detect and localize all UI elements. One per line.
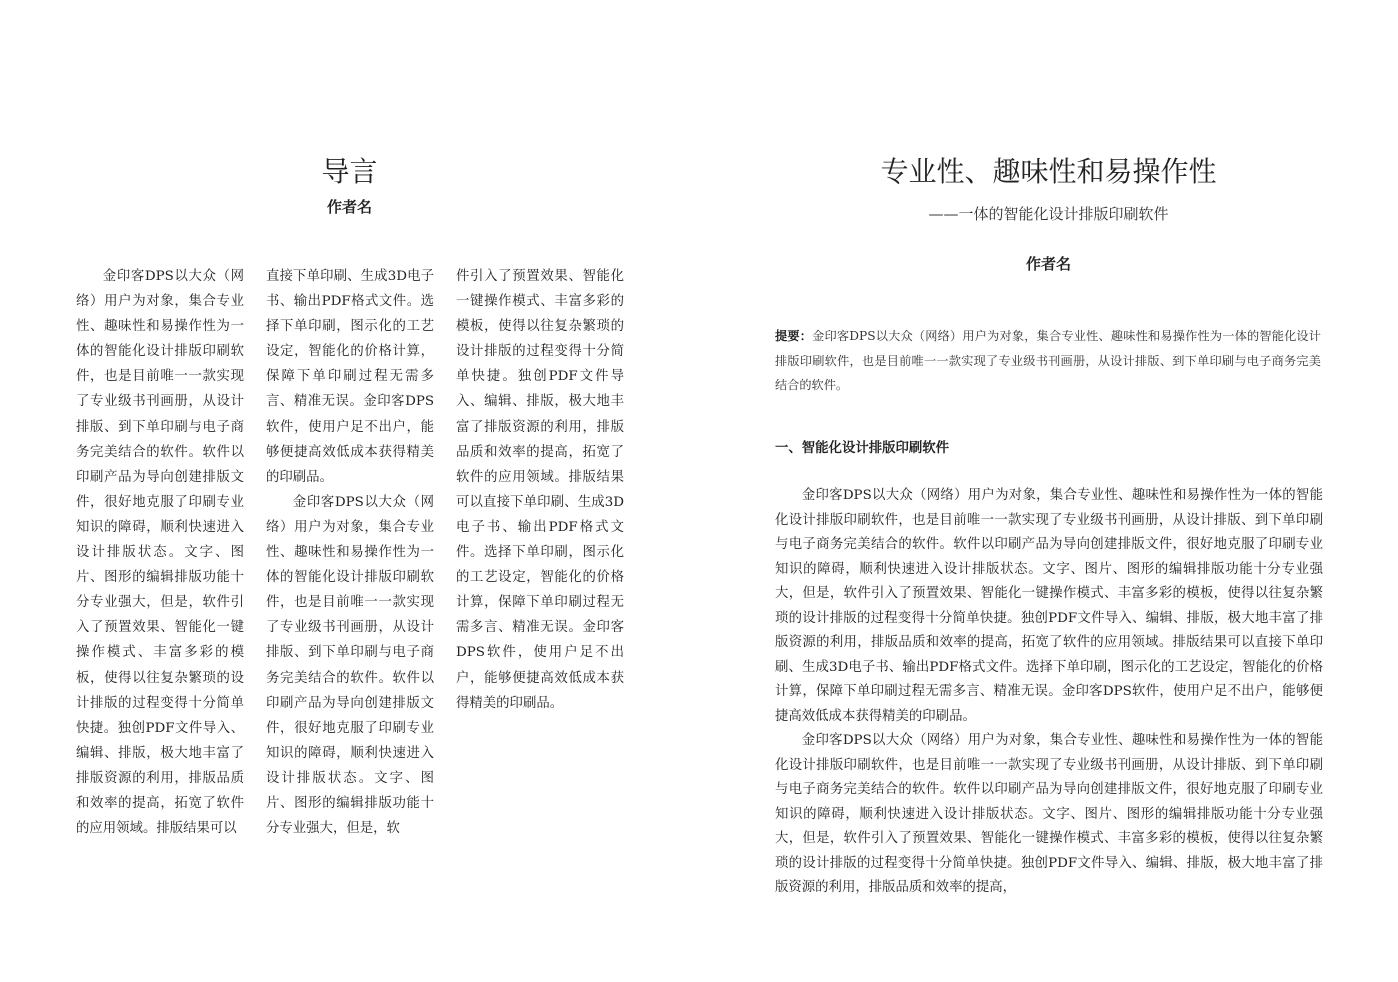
text-column-2 <box>266 264 434 904</box>
article-subtitle: ——一体的智能化设计排版印刷软件 <box>928 205 1169 223</box>
column-paragraph: 金印客DPS以大众（网络）用户为对象，集合专业性、趣味性和易操作性为一体的智能化设计排版印刷软件，也是目前唯一一款实现了专业级书刊画册，从设计排版、到下单印刷与电子商务完美结合的软件。软件以印刷产品为导向创建排版文件，很好地克服了印刷专业知识的障碍，顺利快速进入设计排版状态。文字、图片、图形的编辑排版功能十分专业强大，但是，软件引入了预置效果、智能化一键操作模式、丰富多彩的模板，使得以往复杂繁琐的设计排版的过程变得十分简单快捷。独创PDF文件导入、编辑、排版，极大地丰富了排版资源的利用，排版品质和效率的提高，拓宽了软件的应用领域。排版结果可以 <box>76 269 244 837</box>
abstract-text: 金印客DPS以大众（网络）用户为对象，集合专业性、趣味性和易操作性为一体的智能化设计排版印刷软件，也是目前唯一一款实现了专业级书刊画册，从设计排版、到下单印刷与电子商务完美结合的软件。 <box>775 329 1321 392</box>
body-text <box>775 484 1323 900</box>
body-paragraph: 金印客DPS以大众（网络）用户为对象，集合专业性、趣味性和易操作性为一体的智能化设计排版印刷软件，也是目前唯一一款实现了专业级书刊画册，从设计排版、到下单印刷与电子商务完美结合的软件。软件以印刷产品为导向创建排版文件，很好地克服了印刷专业知识的障碍，顺利快速进入设计排版状态。文字、图片、图形的编辑排版功能十分专业强大，但是，软件引入了预置效果、智能化一键操作模式、丰富多彩的模板，使得以往复杂繁琐的设计排版的过程变得十分简单快捷。独创PDF文件导入、编辑、排版，极大地丰富了排版资源的利用，排版品质和效率的提高，拓宽了软件的应用领域。排版结果可以直接下单印刷、生成3D电子书、输出PDF格式文件。选择下单印刷，图示化的工艺设定，智能化的价格计算，保障下单印刷过程无需多言、精准无误。金印客DPS软件，使用户足不出户，能够便捷高效低成本获得精美的印刷品。 <box>775 488 1323 724</box>
right-page <box>699 0 1398 982</box>
author-name: 作者名 <box>1025 255 1071 273</box>
column-paragraph: 金印客DPS以大众（网络）用户为对象，集合专业性、趣味性和易操作性为一体的智能化设计排版印刷软件，也是目前唯一一款实现了专业级书刊画册，从设计排版、到下单印刷与电子商务完美结合的软件。软件以印刷产品为导向创建排版文件，很好地克服了印刷专业知识的障碍，顺利快速进入设计排版状态。文字、图片、图形的编辑排版功能十分专业强大，但是，软 <box>266 494 434 837</box>
text-column-3 <box>456 264 624 784</box>
text-column-1 <box>76 264 244 904</box>
article-title: 专业性、趣味性和易操作性 <box>880 155 1217 188</box>
page-title: 导言 <box>321 155 378 188</box>
body-paragraph: 金印客DPS以大众（网络）用户为对象，集合专业性、趣味性和易操作性为一体的智能化设计排版印刷软件，也是目前唯一一款实现了专业级书刊画册，从设计排版、到下单印刷与电子商务完美结合的软件。软件以印刷产品为导向创建排版文件，很好地克服了印刷专业知识的障碍，顺利快速进入设计排版状态。文字、图片、图形的编辑排版功能十分专业强大，但是，软件引入了预置效果、智能化一键操作模式、丰富多彩的模板，使得以往复杂繁琐的设计排版的过程变得十分简单快捷。独创PDF文件导入、编辑、排版，极大地丰富了排版资源的利用，排版品质和效率的提高， <box>775 733 1323 895</box>
abstract-label: 提要： <box>775 329 813 343</box>
author-name: 作者名 <box>326 198 372 216</box>
section-heading: 一、智能化设计排版印刷软件 <box>775 440 950 456</box>
column-paragraph: 件引入了预置效果、智能化一键操作模式、丰富多彩的模板，使得以往复杂繁琐的设计排版的过程变得十分简单快捷。独创PDF文件导入、编辑、排版，极大地丰富了排版资源的利用，排版品质和效率的提高，拓宽了软件的应用领域。排版结果可以直接下单印刷、生成3D电子书、输出PDF格式文件。选择下单印刷，图示化的工艺设定，智能化的价格计算，保障下单印刷过程无需多言、精准无误。金印客DPS软件，使用户足不出户，能够便捷高效低成本获得精美的印刷品。 <box>456 269 624 711</box>
column-paragraph: 直接下单印刷、生成3D电子书、输出PDF格式文件。选择下单印刷，图示化的工艺设定，智能化的价格计算，保障下单印刷过程无需多言、精准无误。金印客DPS软件，使用户足不出户，能够便捷高效低成本获得精美的印刷品。 <box>266 269 434 485</box>
abstract <box>775 324 1321 398</box>
